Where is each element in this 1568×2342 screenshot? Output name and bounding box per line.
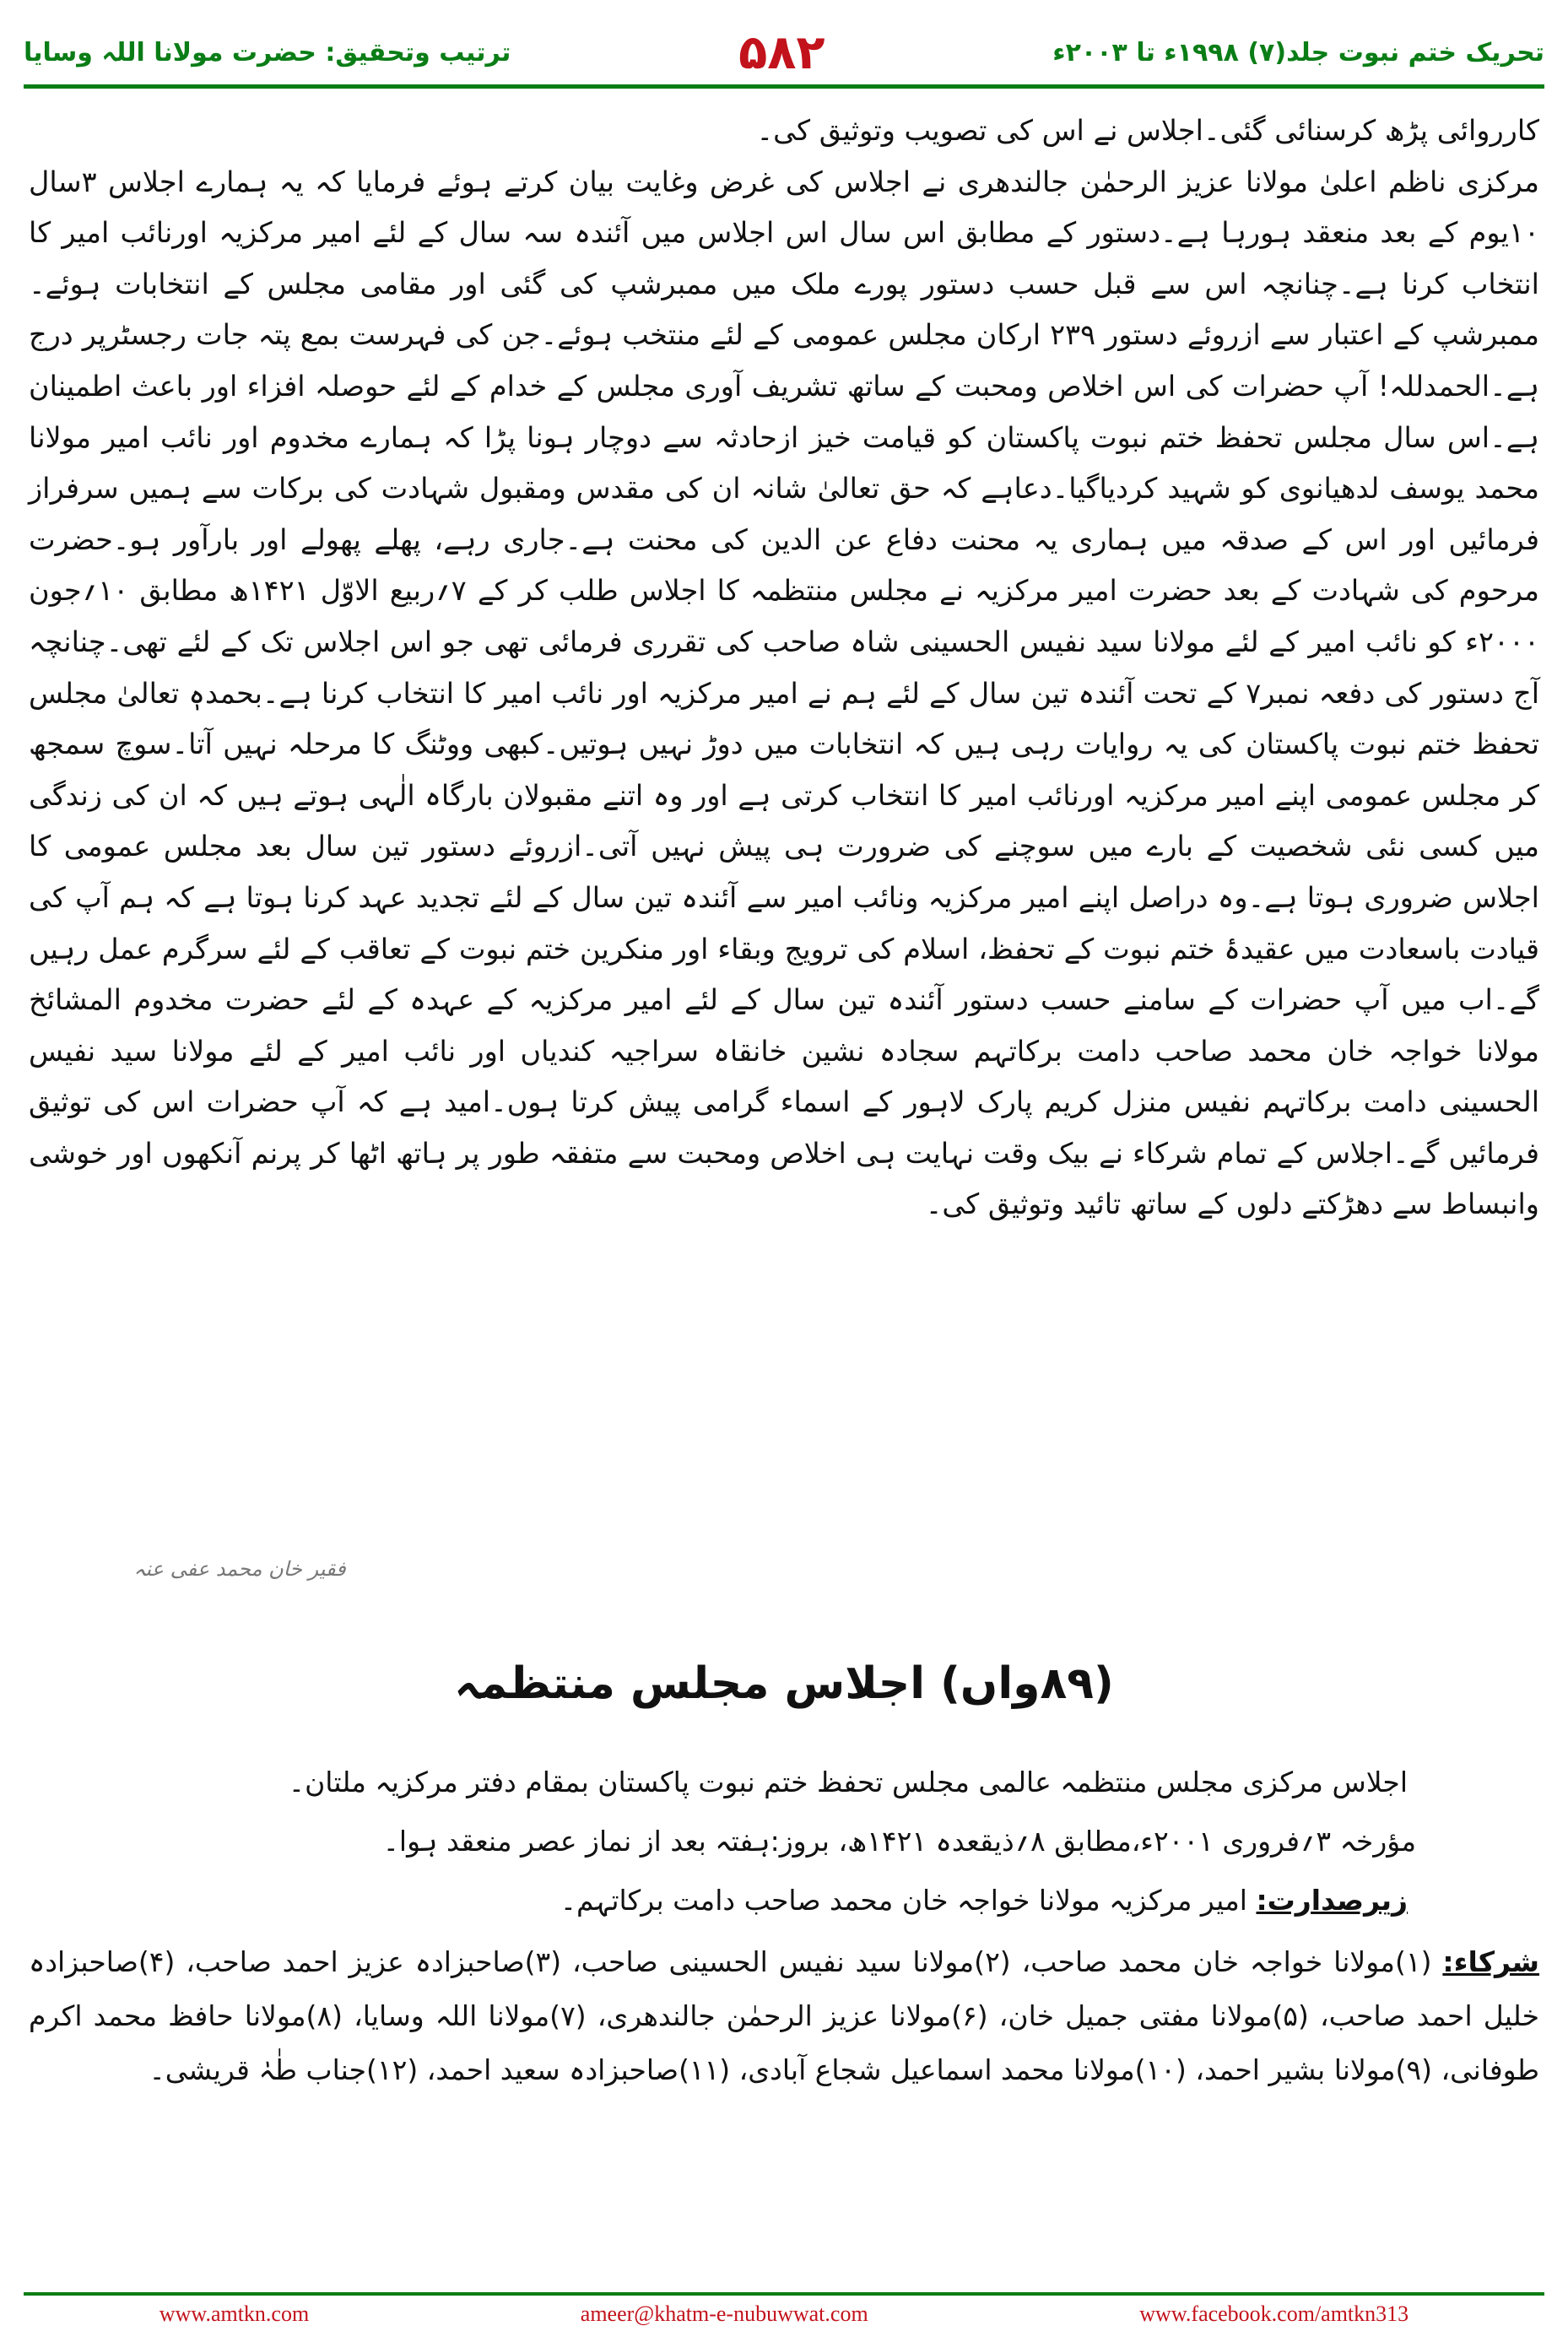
presidency-label: زیرصدارت: [1256,1884,1408,1917]
website-link[interactable]: www.amtkn.com [159,2301,310,2326]
paragraph-speech: مرکزی ناظم اعلیٰ مولانا عزیز الرحمٰن جالندھری نے اجلاس کی غرض وغایت بیان کرتے ہوئے فرمایا کہ یہ ہمارے اجلاس ۳سال ۱۰یوم کے بعد منعقد ہورہا ہے۔دستور کے مطابق اس سال اس اجلاس میں آئندہ سہ سال کے لئے امیر مرکزیہ اورنائب امیر کا انتخاب کرنا ہے۔چنانچہ اس سے قبل حسب دستور پورے ملک میں ممبرشپ کی گئی اور مقامی مجلس کے انتخابات ہوئے۔ممبرشپ کے اعتبار سے ازروئے دستور ۲۳۹ ارکان مجلس عمومی کے لئے منتخب ہوئے۔جن کی فہرست بمع پتہ جات رجسٹرپر درج ہے۔الحمدللہ! آپ حضرات کی اس اخلاص ومحبت کے ساتھ تشریف آوری مجلس کے خدام کے لئے حوصلہ افزاء اور باعث اطمینان ہے۔اس سال مجلس تحفظ ختم نبوت پاکستان کو قیامت خیز ازحادثہ سے دوچار ہونا پڑا کہ ہمارے مخدوم اور نائب امیر مولانا محمد یوسف لدھیانوی کو شہید کردیاگیا۔دعاہے کہ حق تعالیٰ شانہ ان کی مقدس ومقبول شہادت کی برکات سے ہمیں سرفراز فرمائیں اور اس کے صدقہ میں ہماری یہ محنت دفاع عن الدین کی محنت ہے۔جاری رہے، پھلے پھولے اور بارآور ہو۔حضرت مرحوم کی شہادت کے بعد حضرت امیر مرکزیہ نے مجلس منتظمہ کا اجلاس طلب کر کے ۷؍ربیع الاوّل ۱۴۲۱ھ مطابق ۱۰؍جون ۲۰۰۰ء کو نائب امیر کے لئے مولانا سید نفیس الحسینی شاہ صاحب کی تقرری فرمائی تھی جو اس اجلاس تک کے لئے تھی۔چنانچہ آج دستور کی دفعہ نمبر۷ کے تحت آئندہ تین سال کے لئے ہم نے امیر مرکزیہ اور نائب امیر کا انتخاب کرنا ہے۔بحمدہٖ تعالیٰ مجلس تحفظ ختم نبوت پاکستان کی یہ روایات رہی ہیں کہ انتخابات میں دوڑ نہیں ہوتیں۔کبھی ووٹنگ کا مرحلہ نہیں آتا۔سوچ سمجھ کر مجلس عمومی اپنے امیر مرکزیہ اورنائب امیر کا انتخاب کرتی ہے اور وہ اتنے مقبولان بارگاہ الٰہی ہوتے ہیں کہ ان کی زندگی میں کسی نئی شخصیت کے بارے میں سوچنے کی ضرورت ہی پیش نہیں آتی۔ازروئے دستور تین سال بعد مجلس عمومی کا اجلاس ضروری ہوتا ہے۔وہ دراصل اپنے امیر مرکزیہ ونائب امیر سے آئندہ تین سال کے لئے تجدید عہد کرنا ہوتا ہے کہ ہم آپ کی قیادت باسعادت میں عقیدۂ ختم نبوت کے تحفظ، اسلام کی ترویج وبقاء اور منکرین ختم نبوت کے تعاقب کے لئے سرگرم عمل رہیں گے۔اب میں آپ حضرات کے سامنے حسب دستور آئندہ تین سال کے لئے امیر مرکزیہ کے عہدہ کے لئے حضرت مخدوم المشائخ مولانا خواجہ خان محمد صاحب دامت برکاتہم سجادہ نشین خانقاہ سراجیہ کندیاں اور نائب امیر کے لئے مولانا سید نفیس الحسینی دامت برکاتہم نفیس منزل کریم پارک لاہور کے اسماء گرامی پیش کرتا ہوں۔امید ہے کہ آپ حضرات اس کی توثیق فرمائیں گے۔اجلاس کے تمام شرکاء نے بیک وقت نہایت ہی اخلاص ومحبت سے متفقہ طور پر ہاتھ اٹھا کر پرنم آنکھوں اور خوشی وانبساط سے دھڑکتے دلوں کے ساتھ تائید وتوثیق کی۔ [29,165,1539,1221]
participants-block [29,1935,1539,2097]
paragraph-proceedings: کارروائی پڑھ کرسنائی گئی۔اجلاس نے اس کی تصویب وتوثیق کی۔ [756,114,1539,147]
presidency-line [29,1884,1408,1917]
participants-list: (۱)مولانا خواجہ خان محمد صاحب، (۲)مولانا سید نفیس الحسینی صاحب، (۳)صاحبزادہ عزیز احمد صاحب، (۴)صاحبزادہ خلیل احمد صاحب، (۵)مولانا مفتی جمیل خان، (۶)مولانا عزیز الرحمٰن جالندھری، (۷)مولانا اللہ وسایا، (۸)مولانا حافظ محمد اکرم طوفانی، (۹)مولانا بشیر احمد، (۱۰)مولانا محمد اسماعیل شجاع آبادی، (۱۱)صاحبزادہ سعید احمد، (۱۲)جناب طٰہٰ قریشی۔ [29,1945,1539,2086]
book-title: تحریک ختم نبوت جلد(۷) ۱۹۹۸ء تا ۲۰۰۳ء [1052,37,1544,68]
header-divider [24,84,1544,89]
compiler-credit: ترتیب وتحقیق: حضرت مولانا اللہ وسایا [24,37,511,68]
page-footer [24,2297,1544,2331]
section-heading: (۸۹واں) اجلاس مجلس منتظمہ [454,1658,1114,1709]
footer-divider [24,2292,1544,2296]
page-number: ۵۸۲ [738,24,825,80]
meeting-date: مؤرخہ ۳؍فروری ۲۰۰۱ء،مطابق ۸؍ذیقعدہ ۱۴۲۱ھ، بروز:ہفتہ بعد از نماز عصر منعقد ہوا۔ [382,1825,1416,1858]
participants-label: شرکاء: [1442,1945,1540,1978]
page-header [24,25,1544,79]
facebook-link[interactable]: www.facebook.com/amtkn313 [1139,2301,1409,2326]
meeting-venue: اجلاس مرکزی مجلس منتظمہ عالمی مجلس تحفظ ختم نبوت پاکستان بمقام دفتر مرکزیہ ملتان۔ [288,1766,1408,1798]
email-link[interactable]: ameer@khatm-e-nubuwwat.com [580,2301,868,2326]
presidency-value: امیر مرکزیہ مولانا خواجہ خان محمد صاحب دامت برکاتہم۔ [560,1884,1247,1917]
main-text [29,105,1539,1230]
handwritten-signature: فقیر خان محمد عفی عنہ [133,1557,346,1581]
